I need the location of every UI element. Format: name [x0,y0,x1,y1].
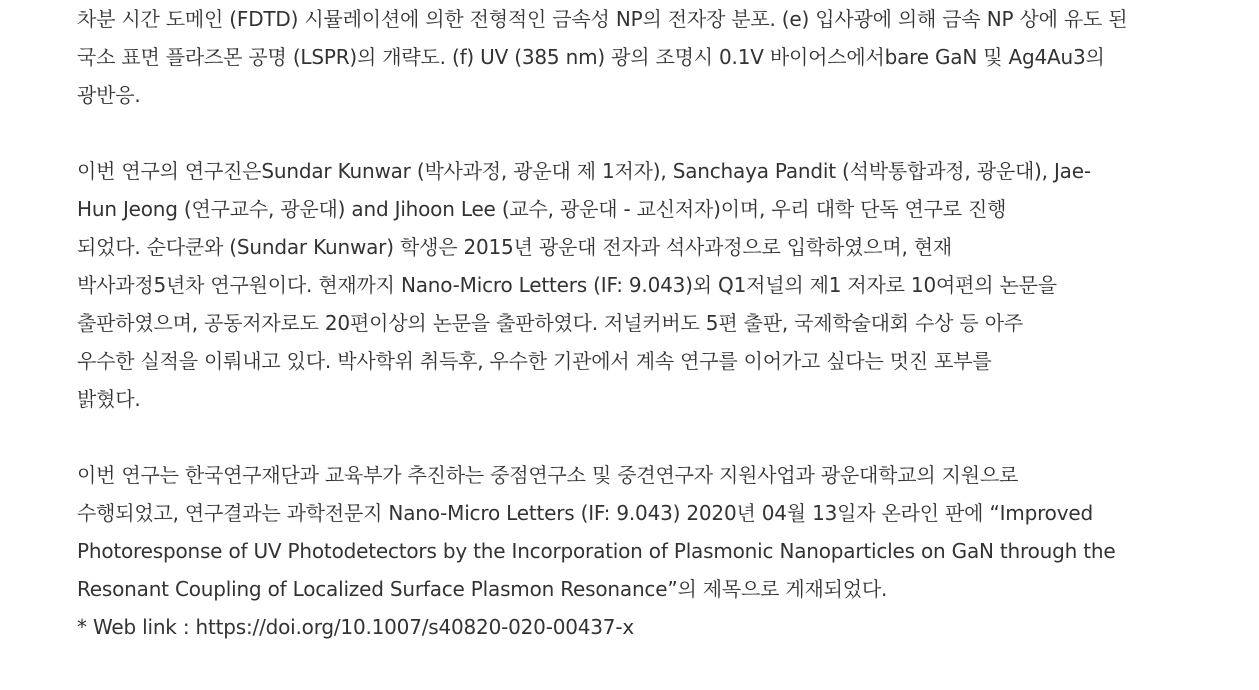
funding-publication-paragraph [77,456,1207,646]
paragraph-line: 되었다. 순다쿤와 (Sundar Kunwar) 학생은 2015년 광운대 전자과 석사과정으로 입학하였으며, 현재 [77,235,953,259]
paragraph-line: 밝혔다. [77,387,141,411]
paragraph-line: 우수한 실적을 이뤄내고 있다. 박사학위 취득후, 우수한 기관에서 계속 연구를 이어가고 싶다는 멋진 포부를 [77,349,992,373]
paragraph-line: Hun Jeong (연구교수, 광운대) and Jihoon Lee (교수, 광운대 - 교신저자)이며, 우리 대학 단독 연구로 진행 [77,197,1007,221]
paragraph-line: Photoresponse of UV Photodetectors by the Incorporation of Plasmonic Nanoparticles on GaN through the [77,539,1116,563]
research-team-paragraph [77,152,1207,418]
paragraph-line: 수행되었고, 연구결과는 과학전문지 Nano-Micro Letters (IF: 9.043) 2020년 04월 13일자 온라인 판에 “Improved [77,501,1093,525]
web-link[interactable]: * Web link : https://doi.org/10.1007/s40820-020-00437-x [77,615,634,639]
paragraph-spacer [77,114,1207,152]
article-body [77,0,1207,646]
paragraph-spacer [77,418,1207,456]
caption-line: 광반응. [77,83,141,107]
caption-line: 차분 시간 도메인 (FDTD) 시뮬레이션에 의한 전형적인 금속성 NP의 전자장 분포. (e) 입사광에 의해 금속 NP 상에 유도 된 [77,7,1128,31]
paragraph-line: 이번 연구의 연구진은Sundar Kunwar (박사과정, 광운대 제 1저자), Sanchaya Pandit (석박통합과정, 광운대), Jae- [77,159,1091,183]
paragraph-line: 이번 연구는 한국연구재단과 교육부가 추진하는 중점연구소 및 중견연구자 지원사업과 광운대학교의 지원으로 [77,463,1019,487]
paragraph-line: 출판하였으며, 공동저자로도 20편이상의 논문을 출판하였다. 저널커버도 5편 출판, 국제학술대회 수상 등 아주 [77,311,1023,335]
figure-caption [77,0,1207,114]
caption-line: 국소 표면 플라즈몬 공명 (LSPR)의 개략도. (f) UV (385 nm) 광의 조명시 0.1V 바이어스에서bare GaN 및 Ag4Au3의 [77,45,1105,69]
paragraph-line: Resonant Coupling of Localized Surface Plasmon Resonance”의 제목으로 게재되었다. [77,577,888,601]
paragraph-line: 박사과정5년차 연구원이다. 현재까지 Nano-Micro Letters (IF: 9.043)외 Q1저널의 제1 저자로 10여편의 논문을 [77,273,1057,297]
